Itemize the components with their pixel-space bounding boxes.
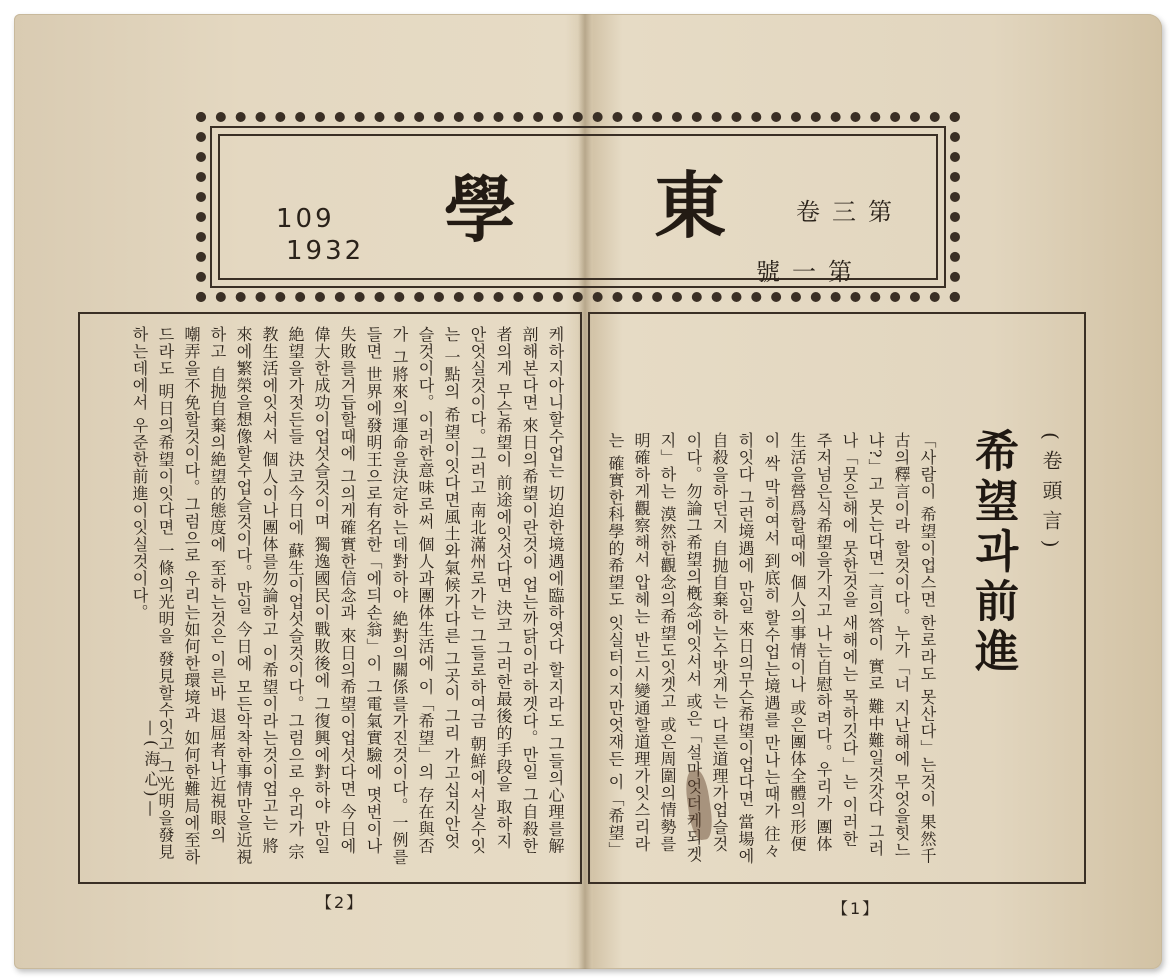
article-headline: 希望과前進 — [967, 428, 1018, 678]
page-number-right: 【1】 — [832, 899, 881, 918]
number-label: 第一號 — [756, 258, 864, 286]
right-page-body-text: 「사람이 希望이업스면 한로라도 못산다」는것이 果然千古의釋言이라 할것이다。누가「너 지난해에 무엇을힛느냐?」고 뭇는다면一言의答이 實로 難中難일것갓다 그러나「뭇은해에 뭇한것을 새해에는 목하깃다」는 이러한 주저넘은식希望을가지고 나는自慰하려다。우리가 團体生活을營爲할때에 個人의事情이나 或은團体全體의形便이 싹 막히여서 到底히 할수업는境遇를 만나는때가 往々히잇다 그런境遇에 만일 來日의무슨希望이업다면 當場에 自殺을하던지 自抛自棄하는수밧게는 다른道理가업슬것이다。勿論그希望의槪念에잇서서 或은「설마엇더케되겟지」하는 漠然한觀念의希望도잇겟고 或은周圍의情勢를 明確하게觀察해서 압헤는 반드시變通할道理가잇스리라는 確實한科學的希望도 잇실터이지만엇재든 이「希望」 — [606, 432, 937, 865]
article-kicker: (卷頭言) — [1039, 432, 1063, 558]
article-heading — [948, 422, 1072, 866]
page-number-left: 【2】 — [316, 893, 365, 912]
left-page-body-text: 케하지아니할수업는 切迫한境遇에臨하엿다 할지라도 그들의心理를解剖해본다면 來日의希望이란것이 업는까닭이라하겟다。만일 그自殺한者의게 무슨希望이 前途에잇섯다면 決코 그러한最後的手段을 取하지안엇실것이다。그러고 南北滿州로가는 그들로하여금 朝鮮에서살수잇는 一點의 希望이잇다면風土와氣候가다른 그곳이 그리 가고십지안엇슬것이다。이러한意味로써 個人과團体生活에 이「希望」의 存在與否가 그將來의運命을決定하는데對하야 絶對의關係를가진것이다。一例를들면 世界에發明王으로有名한「에듸손翁」이 그電氣實驗에 몃번이나失敗를거듭할때에 그의게確實한信念과 來日의希望이업섯다면 今日에 偉大한成功이업섯슬것이며 獨逸國民이戰敗後에 그復興에對하야 만일 絶望을가젓든들 決코今日에 蘇生이업섯슬것이다。그럼으로 우리가 宗教生活에잇서서 個人이나團体를勿論하고 이希望이라는것이업고는 將來에繁榮을想像할수업슬것이다。만일 今日에 모든악착한事情만을近視하고 自抛自棄의絶望的態度에 至하는것은 이른바 退屈者나近視眼의 嘲弄을不免할것이다。그럼으로 우리는如何한環境과 如何한難局에至하드라도 明日의希望이잇다면 一條의光明을 發見할수잇고 그光明을發見하는데에서 우준한前進이잇실것이다。 — [130, 326, 565, 866]
masthead-title-left-char: 學 — [444, 167, 517, 252]
author-signature: —(海心)— — [142, 720, 161, 821]
issue-number: 109 — [276, 204, 335, 234]
publication-year: 1932 — [286, 236, 365, 266]
masthead-ornamental-frame — [196, 112, 960, 302]
volume-label: 第三卷 — [796, 198, 904, 226]
masthead-title-right-char: 東 — [654, 163, 727, 248]
